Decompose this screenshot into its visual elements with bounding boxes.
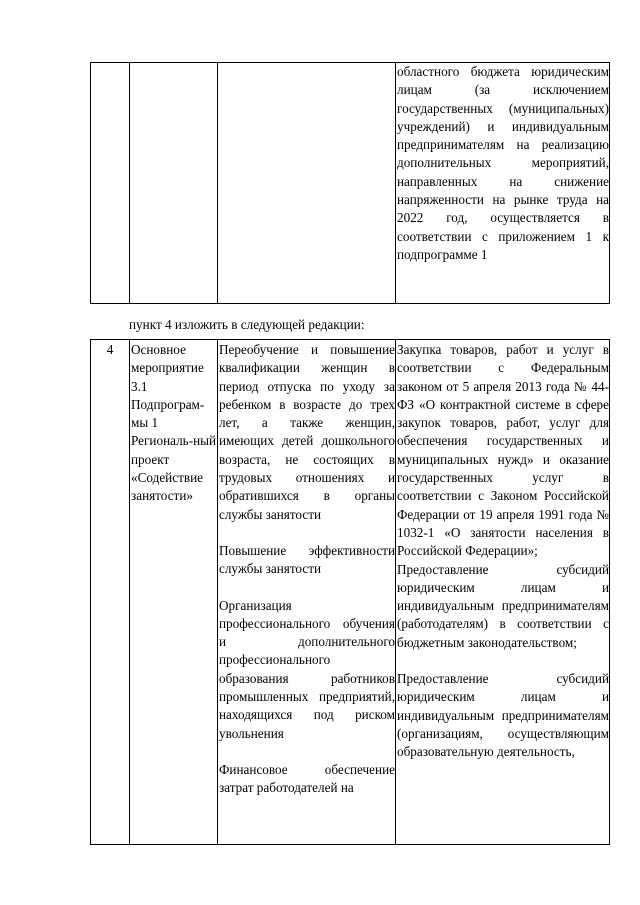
measures-cell <box>219 341 395 844</box>
table2-bottom-border <box>90 844 610 845</box>
table1-border-c3 <box>395 62 396 304</box>
row-number: 4 <box>106 342 114 357</box>
table1-border-right <box>609 62 610 304</box>
table1-text: областного бюджета юридическим лицам (за исключением государственных (муниципальных) учреждений) и индивидуальным предпринимателям на реализацию дополнительных мероприятий, направленных на снижение напряженности на рынке труда на 2022 год, осуществляется в соответствии с приложением 1 к подпрограмме 1 <box>397 64 609 262</box>
mechanism-cell <box>397 341 609 844</box>
table2-border-c2 <box>217 339 218 845</box>
activity-name-cell <box>131 341 217 506</box>
table2-border-c1 <box>129 339 130 845</box>
table2-border-c3 <box>395 339 396 845</box>
measure-item: Организация профессионального обучения и дополнительного профессионального образования работников промышленных предприятий, находящихся под риском увольнения <box>219 597 395 741</box>
mechanism-item: Предоставление субсидий юридическим лицам и индивидуальным предпринимателям (организациям, осуществляющим образовательную деятельность, <box>397 671 609 760</box>
table2-border-right <box>609 339 610 845</box>
table1-bottom-border <box>90 303 610 304</box>
measure-item: Переобучение и повышение квалификации женщин в период отпуска по уходу за ребенком в возрасте до трех лет, а также женщин, имеющих детей дошкольного возраста, не состоящих в трудовых отношениях и обратившихся в органы службы занятости <box>219 342 395 522</box>
table1-text-cell <box>397 63 609 264</box>
activity-name: Основное мероприятие 3.1 Подпрограм-мы 1 Региональ-ный проект «Содействие занятости» <box>131 342 217 504</box>
measure-item: Повышение эффективности службы занятости <box>219 542 395 577</box>
table1-border-left <box>90 62 91 304</box>
table1-border-c2 <box>217 62 218 304</box>
table2-top-border <box>90 339 610 340</box>
mechanism-item: Предоставление субсидий юридическим лицам и индивидуальным предпринимателям (работодателям) в соответствии с бюджетным законодательством; <box>397 561 609 650</box>
table1-border-c1 <box>129 62 130 304</box>
measure-item: Финансовое обеспечение затрат работодателей на <box>219 761 395 796</box>
instruction-text: пункт 4 изложить в следующей редакции: <box>129 317 365 332</box>
row-number-cell <box>91 341 129 359</box>
table2-border-left <box>90 339 91 845</box>
mechanism-item: Закупка товаров, работ и услуг в соответствии с Федеральным законом от 5 апреля 2013 года № 44-ФЗ «О контрактной системе в сфере закупок товаров, работ, услуг для обеспечения государственных и муниципальных нужд» и оказание государственных услуг в соответствии с Законом Российской Федерации от 19 апреля 1991 года № 1032-1 «О занятости населения в Российской Федерации»; <box>397 342 609 559</box>
